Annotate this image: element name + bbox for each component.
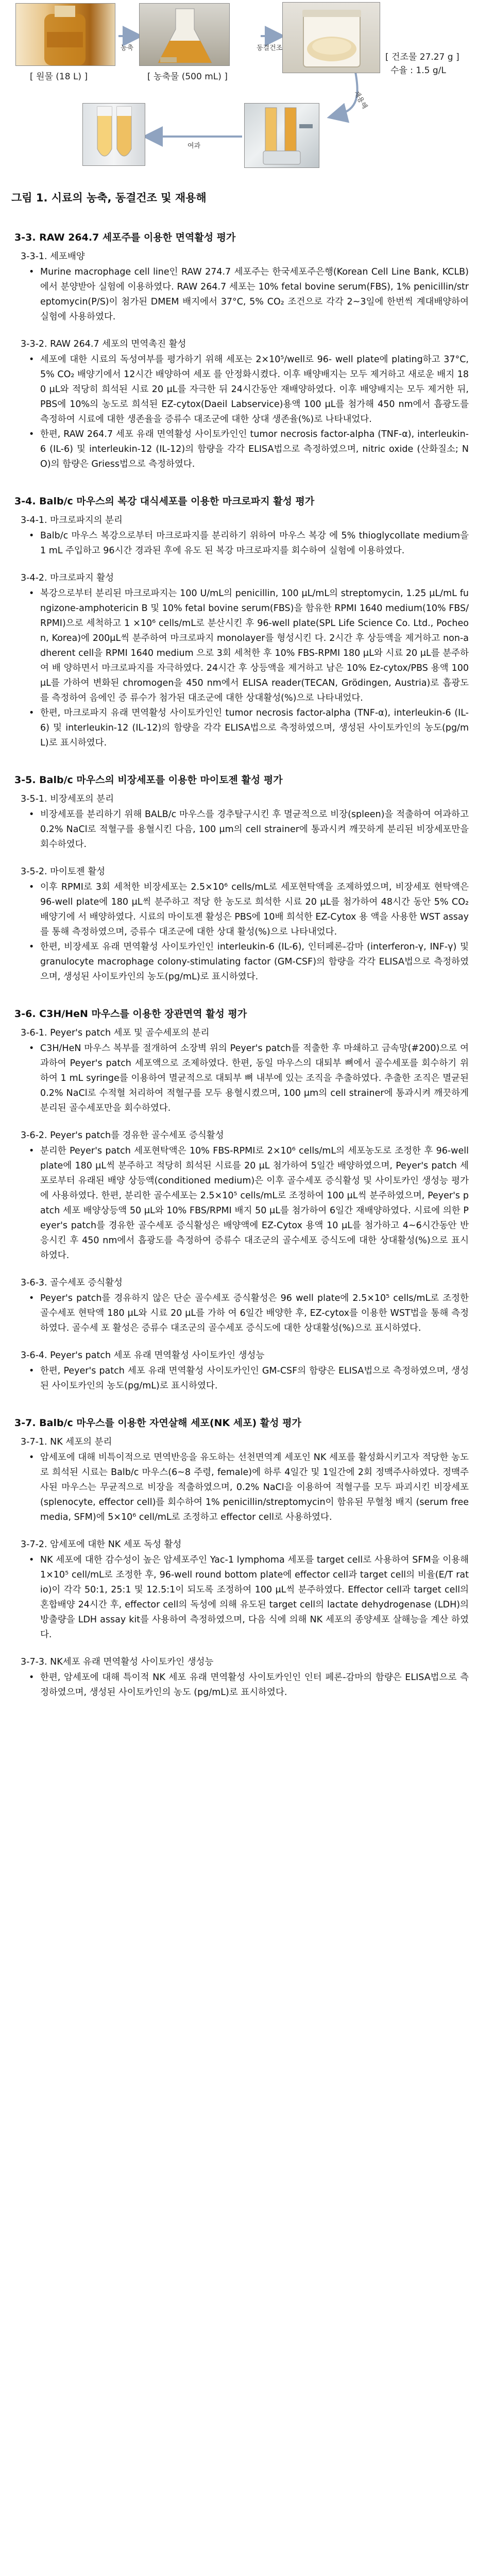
caption-yield: 수율 : 1.5 g/L	[390, 65, 446, 76]
bullet-paragraph: • 한편, 비장세포 유래 면역활성 사이토카인인 interleukin-6 (IL-6), 인터페론-감마 (interferon-γ, INF-γ) 및 granulocyte macrophage colony-stimulating factor (GM-CSF)의 함량을 각각 ELISA법으로 측정하였으며, 생성된 사이토카인의 농도(pg/mL)로 표시하였다.	[40, 940, 469, 985]
bullet-paragraph: • 한편, 마크로파지 유래 면역활성 사이토카인인 tumor necrosis factor-alpha (TNF-α), interleukin-6 (IL-6) 및 interleukin-12 (IL-12)의 함량을 각각 ELISA법으로 측정하였으며, 생성된 사이토카인의 농도(pg/mL)로 표시하였다.	[40, 706, 469, 751]
subsection-title: 3-4-1. 마크로파지의 분리	[21, 515, 123, 526]
figure-1	[0, 0, 477, 216]
section-title: 3-4. Balb/c 마우스의 복강 대식세포를 이용한 마크로파지 활성 평가	[14, 496, 315, 507]
subsection-title: 3-3-2. RAW 264.7 세포의 면역촉진 활성	[21, 339, 186, 349]
bullet-paragraph: • Murine macrophage cell line인 RAW 274.7 세포주는 한국세포주은행(Korean Cell Line Bank, KCLB)에서 분양받아 실험에 이용하였다. RAW 264.7 세포는 10% fetal bovine serum(FBS), 1% penicillin/streptomycin(P/S)이 첨가된 DMEM 배지에서 37°C, 5% CO₂ 조건으로 각각 2~3일에 한번씩 계대배양하여 실험에 사용하였다.	[40, 265, 469, 325]
bullet-paragraph: • C3H/HeN 마우스 복부를 절개하여 소장벽 위의 Peyer's patch를 적출한 후 마쇄하고 금속망(#200)으로 여과하여 Peyer's patch 세포액으로 조제하였다. 한편, 동일 마우스의 대퇴부 뼈에서 골수세포를 회수하기 위하여 1 mL syringe를 이용하여 멸균적으로 대퇴부 뼈 내부에 있는 조직을 추출하였다. 추출한 조직은 멸균된 0.2% NaCl로 수적혈 처리하여 적혈구를 모두 용혈시켰으며, 100 μm의 cell strainer에 통과시켜 깨끗하게 분리된 골수세포만을 회수하였다.	[40, 1041, 469, 1116]
label-concentrate: 농축	[121, 44, 134, 52]
bullet-paragraph: • 한편, Peyer's patch 세포 유래 면역활성 사이토카인인 GM-CSF의 함량은 ELISA법으로 측정하였으며, 생성된 사이토카인의 농도(pg/mL)로 표시하였다.	[40, 1364, 469, 1394]
bullet-paragraph: • NK 세포에 대한 감수성이 높은 암세포주인 Yac-1 lymphoma 세포를 target cell로 사용하여 SFM을 이용해 1×10⁵ cell/mL로 조정한 후, 96-well round bottom plate에 effector cell과 target cell의 비율(E/T ratio)이 각각 50:1, 25:1 및 12.5:1이 되도록 조정하여 100 μL씩 분주하였다. Effector cell과 target cell의 혼합배양 24시간 후, effector cell의 독성에 의해 유도된 target cell의 lactate dehydrogenase (LDH)의 방출량을 LDH assay kit를 사용하여 측정하였으며, 다음 식에 의해 NK 세포의 종양세포 살해능을 계산 하였다.	[40, 1553, 469, 1642]
bullet-paragraph: • 암세포에 대해 비특이적으로 면역반응을 유도하는 선천면역계 세포인 NK 세포를 활성화시키고자 적당한 농도로 희석된 시료는 Balb/c 마우스(6~8 주령, female)에 하루 4일간 및 1일간에 2회 정맥주사하였다. 정맥주사된 마우스는 무균적으로 비장을 적출하였으며, 0.2% NaCl을 이용하여 적혈구를 모두 파괴시킨 비장세포 (splenocyte, effector cell)를 회수하여 1% penicillin/streptomycin이 함유된 무혈청 배지 (serum free media, SFM)에 5×10⁶ cell/mL로 조정하고 effector cell로 사용하였다.	[40, 1450, 469, 1525]
section-title: 3-5. Balb/c 마우스의 비장세포를 이용한 마이토젠 활성 평가	[14, 774, 283, 786]
subsection-title: 3-7-1. NK 세포의 분리	[21, 1437, 112, 1447]
subsection-title: 3-7-3. NK세포 유래 면역활성 사이토카인 생성능	[21, 1657, 214, 1667]
bullet-paragraph: • 한편, 암세포에 대해 특이적 NK 세포 유래 면역활성 사이토카인인 인터 페론-감마의 함량은 ELISA법으로 측정하였으며, 생성된 사이토카인의 농도 (pg/mL)로 표시하였다.	[40, 1670, 469, 1700]
subsection-title: 3-5-2. 마이토젠 활성	[21, 867, 106, 877]
figure-title: 그림 1. 시료의 농축, 동결건조 및 재용해	[11, 192, 207, 204]
subsection-title: 3-6-3. 골수세포 증식활성	[21, 1278, 123, 1288]
bullet-paragraph: • Peyer's patch를 경유하지 않은 단순 골수세포 증식활성은 96 well plate에 2.5×10⁵ cells/mL로 조정한 골수세포 현탁액 180 μL와 시료 20 μL를 가하 여 6일간 배양한 후, EZ-cytox를 이용한 WST법을 통해 측정하였다. 골수세 포 활성은 증류수 대조군의 골수세포 증식도에 대한 상대활성(%)으로 표시하였다.	[40, 1291, 469, 1336]
subsection-title: 3-6-4. Peyer's patch 세포 유래 면역활성 사이토카인 생성능	[21, 1350, 265, 1361]
bullet-paragraph: • 한편, RAW 264.7 세포 유래 면역활성 사이토카인인 tumor necrosis factor-alpha (TNF-α), interleukin-6 (IL-6) 및 interleukin-12 (IL-12)의 함량을 각각 ELISA법으로 측정하였으며, nitric oxide (산화질소; NO)의 함량은 Griess법으로 측정하였다.	[40, 427, 469, 472]
photo-filtered-tubes	[82, 103, 145, 166]
section-title: 3-6. C3H/HeN 마우스를 이용한 장관면역 활성 평가	[14, 1008, 247, 1020]
label-redissolve: 재용해	[352, 90, 369, 111]
bullet-paragraph: • 이후 RPMI로 3회 세척한 비장세포는 2.5×10⁶ cells/mL로 세포현탁액을 조제하였으며, 비장세포 현탁액은 96-well plate에 180 μL씩 분주하고 적당 한 농도로 희석한 시료 20 μL를 첨가하여 48시간 동안 5% CO₂ 배양기에 서 배양하였다. 시료의 마이토젠 활성은 PBS에 10배 희석한 EZ-Cytox 용 액을 사용한 WST assay를 통해 측정하였으며, 증류수 대조군에 대한 상대 활성(%)으로 나타내었다.	[40, 880, 469, 940]
label-freeze-dry: 동결건조	[257, 44, 283, 52]
section-title: 3-3. RAW 264.7 세포주를 이용한 면역활성 평가	[14, 232, 236, 243]
bullet-paragraph: • 복강으로부터 분리된 마크로파지는 100 U/mL의 penicillin, 100 μL/mL의 streptomycin, 1.25 μL/mL fungizone-amphotericin B 및 10% fetal bovine serum(FBS)을 함유한 RPMI 1640 medium(10% FBS/RPMI)으로 세척하고 1 ×10⁶ cells/mL로 분산시킨 후 96-well plate(SPL Life Science Co. Ltd., Pocheon, Korea)에 200μL씩 분주하여 마크로파지 monolayer를 형성시킨 다. 2시간 후 상등액을 제거하고 non-adherent cell을 RPMI 1640 medium 으로 3회 세척한 후 10% FBS-RPMI 180 μL와 시료 20 μL를 분주하여 배 양하면서 마크로파지를 자극하였다. 24시간 후 상등액을 제거하고 남은 10% Ez-cytox/PBS 용액 100 μL를 가하여 변화된 chromogen을 450 nm에서 ELISA reader(TECAN, Grödingen, Austria)로 흡광도를 측정하여 음에인 증 류수가 첨가된 대조군에 대한 상대활성(%)으로 나타내었다.	[40, 586, 469, 706]
subsection-title: 3-5-1. 비장세포의 분리	[21, 794, 114, 804]
photo-concentrate	[139, 3, 230, 66]
photo-raw-material	[15, 3, 115, 66]
subsection-title: 3-6-2. Peyer's patch를 경유한 골수세포 증식활성	[21, 1130, 224, 1141]
section-title: 3-7. Balb/c 마우스를 이용한 자연살해 세포(NK 세포) 활성 평가	[14, 1417, 301, 1429]
bullet-paragraph: • 세포에 대한 시료의 독성여부를 평가하기 위해 세포는 2×10⁵/well로 96- well plate에 plating하고 37°C, 5% CO₂ 배양기에서 12시간 배양하여 세포 를 안정화시켰다. 이후 배양배지는 모두 제거하고 새로운 배지 180 μL와 적당히 희석된 시료 20 μL를 자극한 뒤 24시간동안 재배양하였다. 이후 배양배지는 모두 제거한 뒤, PBS에 10%의 농도로 희석된 EZ-cytox(Daeil Labservice)용액 100 μL를 첨가해 450 nm에서 흡광도를 측정하여 시료에 대한 생존율을 증류수 대조군에 대한 상대 생존율(%)로 나타내었다.	[40, 352, 469, 427]
bullet-paragraph: • Balb/c 마우스 복강으로부터 마크로파지를 분리하기 위하여 마우스 복강 에 5% thioglycollate medium을 1 mL 주입하고 96시간 경과된 후에 유도 된 복강 마크로파지를 회수하여 실험에 이용하였다.	[40, 529, 469, 558]
photo-filtration	[244, 103, 319, 168]
subsection-title: 3-7-2. 암세포에 대한 NK 세포 독성 활성	[21, 1539, 182, 1550]
subsection-title: 3-6-1. Peyer's patch 세포 및 골수세포의 분리	[21, 1028, 210, 1038]
bullet-paragraph: • 분리한 Peyer's patch 세포현탁액은 10% FBS-RPMI로 2×10⁶ cells/mL의 세포농도로 조정한 후 96-well plate에 180 μL씩 분주하고 적당히 희석된 시료를 20 μL 첨가하여 5일간 배양하였으며, Peyer's patch 세포로부터 유래된 배양 상등액(conditioned medium)은 이후 골수세포 증식활성 및 사이토카인 생성능 평가에 사용하였다. 한편, 분리한 골수세포는 2.5×10⁵ cells/mL로 조정하여 100 μL씩 분주하였으며, Peyer's patch 세포 배양상등액 50 μL와 10% FBS/RPMI 배지 50 μL를 첨가하여 6일간 재배양하였다. 시료에 의한 Peyer's patch를 경유한 골수세포 증식활성은 배양액에 EZ-Cytox 용액 10 μL를 첨가하고 4~6시간동안 반응시킨 후 450 nm에서 흡광도를 측정하여 증류수 대조군의 골수세포 증식도에 대한 상대활성(%)으로 표시하였다.	[40, 1144, 469, 1263]
label-filter: 여과	[188, 142, 201, 150]
subsection-title: 3-3-1. 세포배양	[21, 251, 85, 262]
bullet-paragraph: • 비장세포를 분리하기 위해 BALB/c 마우스를 경추탈구시킨 후 멸균적으로 비장(spleen)을 적출하여 여과하고 0.2% NaCl로 적혈구를 용혈시킨 다음, 100 μm의 cell strainer에 통과시켜 깨끗하게 분리된 비장세포만을 회수하였다.	[40, 807, 469, 852]
subsection-title: 3-4-2. 마크로파지 활성	[21, 573, 114, 583]
caption-concentrate: [ 농축물 (500 mL) ]	[147, 72, 228, 82]
caption-raw-material: [ 원물 (18 L) ]	[30, 72, 88, 82]
caption-dried-powder: [ 건조물 27.27 g ]	[385, 52, 459, 62]
document-body	[0, 227, 477, 1700]
photo-dried-powder	[282, 2, 380, 73]
